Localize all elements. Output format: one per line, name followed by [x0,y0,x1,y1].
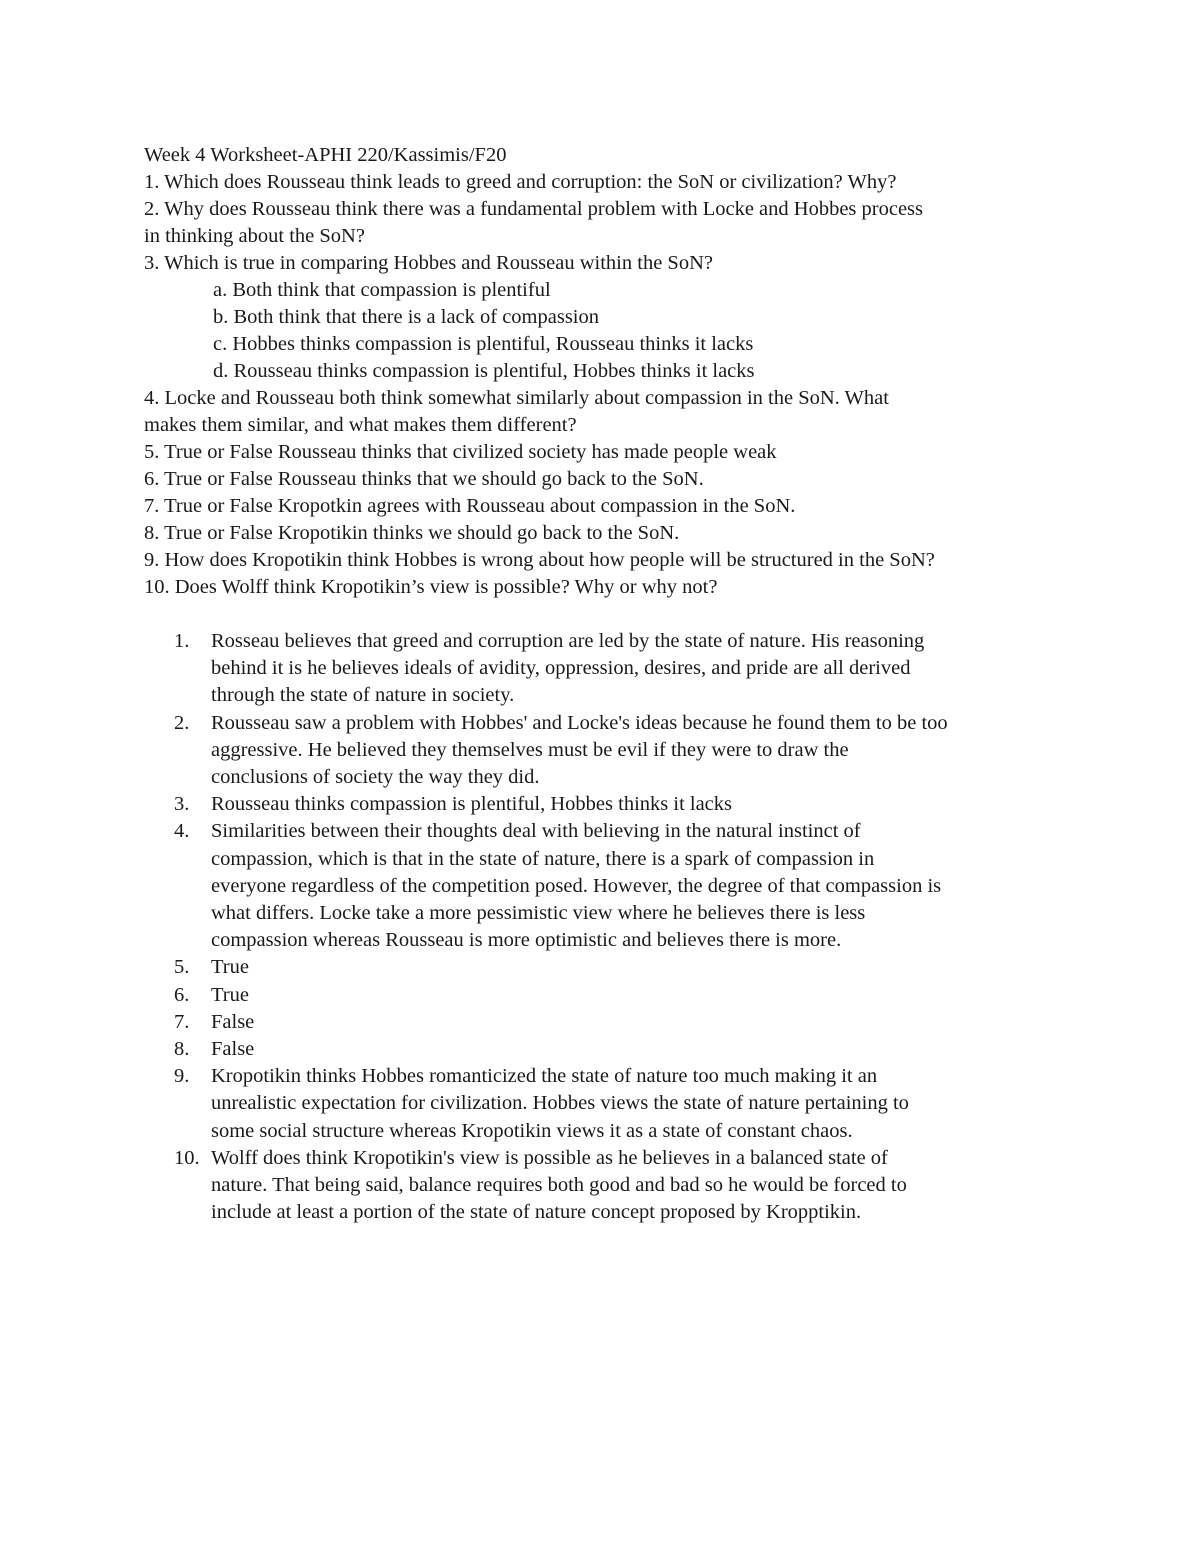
answer-item [144,982,1071,1009]
answer-item [144,1063,1071,1145]
answer-item [144,710,1071,792]
answer-line: nature. That being said, balance requires both good and bad so he would be forced to [211,1174,907,1197]
question-6: 6. True or False Rousseau thinks that we should go back to the SoN. [144,468,704,490]
answer-item [144,1009,1071,1036]
answer-line: some social structure whereas Kropotikin views it as a state of constant chaos. [211,1119,853,1142]
answer-line: Rousseau thinks compassion is plentiful, Hobbes thinks it lacks [211,793,733,816]
answer-line: False [211,1010,255,1033]
question-3-choice-a: a. Both think that compassion is plentiful [213,279,551,301]
question-2-line-2: in thinking about the SoN? [144,225,365,247]
question-1: 1. Which does Rousseau think leads to greed and corruption: the SoN or civilization? Why? [144,171,897,193]
answer-item [144,818,1071,954]
question-4-line-2: makes them similar, and what makes them different? [144,414,577,436]
answer-number: 2. [174,711,190,734]
question-5: 5. True or False Rousseau thinks that civilized society has made people weak [144,441,777,463]
document-page [144,142,1064,1226]
answer-line: through the state of nature in society. [211,684,515,707]
answer-item [144,628,1071,710]
question-3-choice-b: b. Both think that there is a lack of compassion [213,306,600,328]
answer-line: aggressive. He believed they themselves must be evil if they were to draw the [211,738,849,761]
question-9: 9. How does Kropotikin think Hobbes is wrong about how people will be structured in the SoN? [144,549,935,571]
answer-item [144,1036,1071,1063]
answer-line: unrealistic expectation for civilization. Hobbes views the state of nature pertaining to [211,1092,909,1115]
answer-line: Rosseau believes that greed and corruption are led by the state of nature. His reasoning [211,630,925,652]
answer-item [144,791,1071,818]
question-2-line-1: 2. Why does Rousseau think there was a fundamental problem with Locke and Hobbes process [144,198,923,220]
question-8: 8. True or False Kropotikin thinks we should go back to the SoN. [144,522,680,544]
worksheet-header: Week 4 Worksheet-APHI 220/Kassimis/F20 [144,144,507,166]
answer-line: Rousseau saw a problem with Hobbes' and Locke's ideas because he found them to be too [211,711,948,734]
answer-line: Wolff does think Kropotikin's view is possible as he believes in a balanced state of [211,1146,888,1169]
answer-line: True [211,983,249,1006]
answer-number: 7. [174,1010,190,1033]
answer-line: everyone regardless of the competition posed. However, the degree of that compassion is [211,874,942,897]
answer-number: 1. [174,630,190,652]
question-3-choice-c: c. Hobbes thinks compassion is plentiful, Rousseau thinks it lacks [213,333,754,355]
answer-item [144,1145,1071,1227]
question-4-line-1: 4. Locke and Rousseau both think somewhat similarly about compassion in the SoN. What [144,387,889,409]
answer-number: 4. [174,820,190,843]
question-3-choice-d: d. Rousseau thinks compassion is plentiful, Hobbes thinks it lacks [213,360,755,382]
answer-line: conclusions of society the way they did. [211,766,540,789]
answer-line: compassion whereas Rousseau is more optimistic and believes there is more. [211,929,842,952]
answer-number: 6. [174,983,190,1006]
answer-line: include at least a portion of the state of nature concept proposed by Kropptikin. [211,1201,862,1224]
answer-line: behind it is he believes ideals of avidity, oppression, desires, and pride are all derived [211,657,911,680]
answer-line: what differs. Locke take a more pessimistic view where he believes there is less [211,902,866,925]
question-3: 3. Which is true in comparing Hobbes and Rousseau within the SoN? [144,252,713,274]
answer-line: Similarities between their thoughts deal with believing in the natural instinct of [211,820,861,843]
answer-number: 9. [174,1065,190,1088]
question-7: 7. True or False Kropotkin agrees with Rousseau about compassion in the SoN. [144,495,796,517]
answer-item [144,954,1071,981]
answer-number: 8. [174,1038,190,1061]
answer-line: False [211,1038,255,1061]
answer-number: 5. [174,956,190,979]
answer-number: 10. [174,1146,200,1169]
answer-number: 3. [174,793,190,816]
answer-line: compassion, which is that in the state of nature, there is a spark of compassion in [211,847,875,870]
answer-line: True [211,956,249,979]
answer-line: Kropotikin thinks Hobbes romanticized the state of nature too much making it an [211,1065,878,1088]
question-10: 10. Does Wolff think Kropotikin’s view is possible? Why or why not? [144,576,718,598]
answer-list [144,628,1064,1226]
